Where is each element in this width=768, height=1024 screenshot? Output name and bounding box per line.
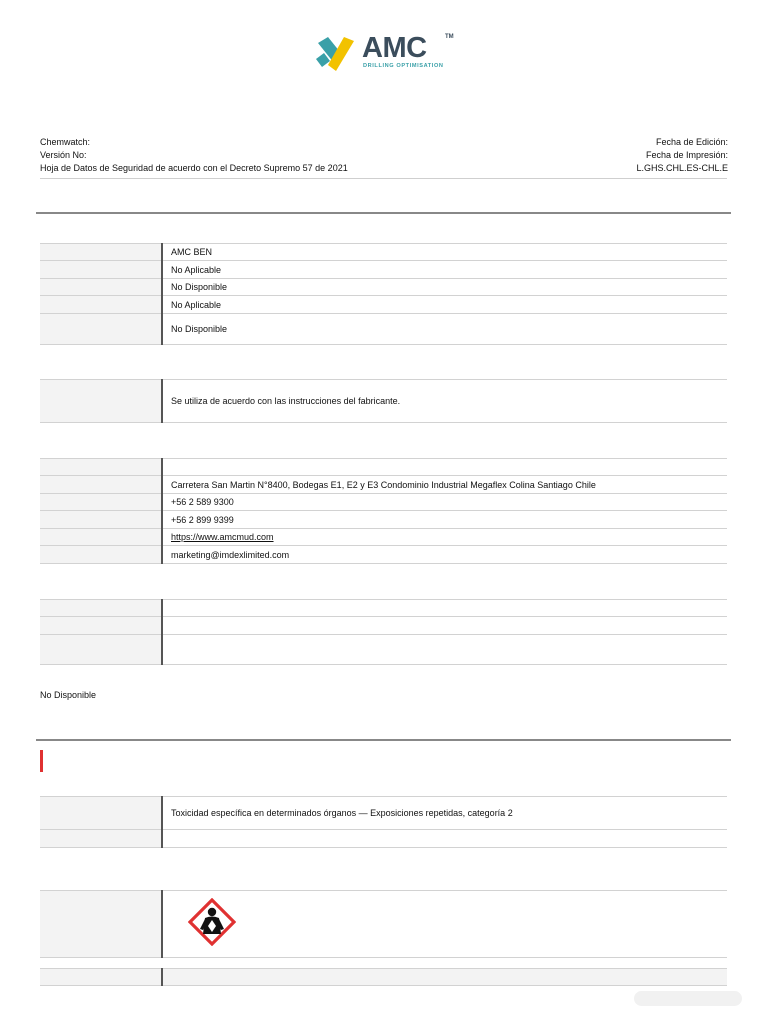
- print-date-label: Fecha de Impresión:: [645, 150, 728, 160]
- row-value: No Aplicable: [162, 296, 727, 314]
- logo-tagline: DRILLING OPTIMISATION: [363, 63, 444, 69]
- row-label-cell: [40, 635, 162, 665]
- table-row: [40, 244, 727, 261]
- table-row: [40, 511, 727, 529]
- label-elements-table-2: [40, 968, 727, 986]
- table-row: [40, 261, 727, 279]
- row-label-cell: [40, 244, 162, 261]
- table-row: [40, 797, 727, 830]
- supplier-table: [40, 458, 727, 564]
- row-label-cell: [40, 476, 162, 494]
- table-row: [40, 459, 727, 476]
- table-row: [40, 830, 727, 848]
- row-value: No Disponible: [162, 314, 727, 345]
- use-text: Se utiliza de acuerdo con las instrucciones del fabricante.: [162, 380, 727, 423]
- section-divider: [36, 212, 731, 214]
- supplier-address: Carretera San Martin N°8400, Bodegas E1, E2 y E3 Condominio Industrial Megaflex Colina Santiago Chile: [162, 476, 727, 494]
- row-label-cell: [40, 617, 162, 635]
- table-row: [40, 314, 727, 345]
- row-label-cell: [40, 600, 162, 617]
- row-label-cell: [40, 969, 162, 986]
- supplier-phone: +56 2 589 9300: [162, 494, 727, 511]
- row-label-cell: [40, 314, 162, 345]
- table-row: [40, 969, 727, 986]
- table-row: [40, 617, 727, 635]
- ghs08-health-hazard-icon: [188, 898, 236, 946]
- row-label-cell: [40, 296, 162, 314]
- amc-logo: [312, 30, 462, 74]
- supplier-fax: +56 2 899 9399: [162, 511, 727, 529]
- header-left: [40, 136, 348, 175]
- logo-trademark: TM: [445, 34, 454, 40]
- row-label-cell: [40, 546, 162, 564]
- section-marker: [40, 750, 43, 772]
- page-scroll-indicator: [634, 991, 742, 1006]
- table-row: [40, 494, 727, 511]
- row-label-cell: [40, 380, 162, 423]
- table-row: [40, 529, 727, 546]
- row-value: [162, 635, 727, 665]
- supplier-website-link[interactable]: https://www.amcmud.com: [171, 532, 274, 542]
- table-row: [40, 600, 727, 617]
- table-row: [40, 546, 727, 564]
- table-row: [40, 380, 727, 423]
- row-value: No Aplicable: [162, 261, 727, 279]
- row-label-cell: [40, 459, 162, 476]
- edition-date-label: Fecha de Edición:: [655, 137, 728, 147]
- section-divider: [36, 739, 731, 741]
- row-value: [162, 600, 727, 617]
- table-row: [40, 476, 727, 494]
- row-label-cell: [40, 511, 162, 529]
- no-disponible-note: No Disponible: [40, 690, 97, 700]
- classification-text: Toxicidad específica en determinados órganos — Exposiciones repetidas, categoría 2: [162, 797, 727, 830]
- header-divider: [40, 178, 727, 179]
- sds-decree-line: Hoja de Datos de Seguridad de acuerdo con el Decreto Supremo 57 de 2021: [40, 163, 348, 173]
- emergency-table: [40, 599, 727, 665]
- table-row: [40, 279, 727, 296]
- table-row: [40, 891, 727, 958]
- row-value: [162, 969, 727, 986]
- row-label-cell: [40, 529, 162, 546]
- version-label: Versión No:: [40, 150, 87, 160]
- amc-logo-mark: [314, 33, 358, 73]
- product-name: AMC BEN: [162, 244, 727, 261]
- row-value: [162, 617, 727, 635]
- recommended-use-table: [40, 379, 727, 423]
- row-label-cell: [40, 279, 162, 296]
- row-label-cell: [40, 261, 162, 279]
- chemwatch-label: Chemwatch:: [40, 137, 91, 147]
- supplier-email: marketing@imdexlimited.com: [162, 546, 727, 564]
- hazard-classification-table: [40, 796, 727, 848]
- pictogram-cell: [162, 891, 727, 958]
- row-label-cell: [40, 494, 162, 511]
- product-identification-table: [40, 243, 727, 345]
- row-label-cell: [40, 891, 162, 958]
- row-label-cell: [40, 797, 162, 830]
- row-value: [162, 459, 727, 476]
- logo-brand: AMC: [362, 32, 427, 64]
- label-elements-table: [40, 890, 727, 958]
- row-value: [162, 830, 727, 848]
- row-label-cell: [40, 830, 162, 848]
- table-row: [40, 296, 727, 314]
- table-row: [40, 635, 727, 665]
- row-value: No Disponible: [162, 279, 727, 296]
- document-code: L.GHS.CHL.ES-CHL.E: [636, 163, 728, 173]
- header-right: [636, 136, 728, 175]
